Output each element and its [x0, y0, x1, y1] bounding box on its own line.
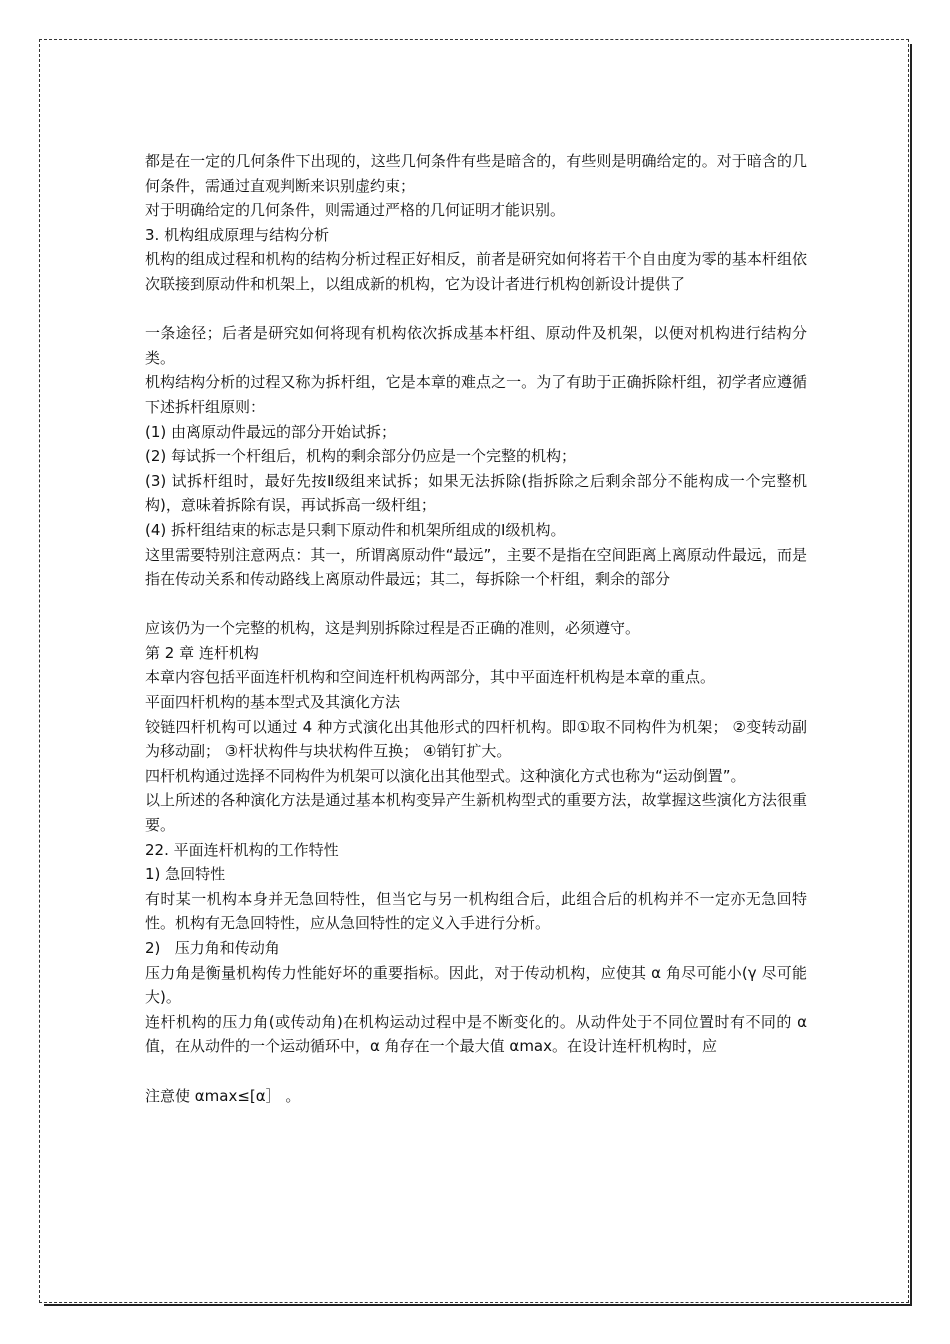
paragraph: 对于明确给定的几何条件，则需通过严格的几何证明才能识别。 [145, 201, 566, 220]
section-heading: 平面四杆机构的基本型式及其演化方法 [145, 693, 401, 712]
paragraph: 机构结构分析的过程又称为拆杆组，它是本章的难点之一。为了有助于正确拆除杆组，初学者应遵循下述拆杆组原则： [145, 373, 807, 416]
paragraph: 这里需要特别注意两点：其一，所谓离原动件“最远”，主要不是指在空间距离上离原动件最远，而是指在传动关系和传动路线上离原动件最远；其二，每拆除一个杆组，剩余的部分 [145, 545, 807, 589]
subsection-heading: 1) 急回特性 [145, 865, 226, 884]
paragraph: 四杆机构通过选择不同构件为机架可以演化出其他型式。这种演化方式也称为“运动倒置”。 [145, 766, 746, 785]
paragraph: 注意使 αmax≤[α］ 。 [145, 1086, 301, 1105]
blank-line [145, 1059, 807, 1084]
list-item: (1) 由离原动件最远的部分开始试拆； [145, 422, 397, 441]
list-item: (2) 每试拆一个杆组后，机构的剩余部分仍应是一个完整的机构； [145, 447, 577, 466]
chapter-heading: 第 2 章 连杆机构 [145, 643, 259, 662]
paragraph: 都是在一定的几何条件下出现的，这些几何条件有些是暗含的，有些则是明确给定的。对于暗含的几何条件，需通过直观判断来识别虚约束； [145, 152, 807, 195]
paragraph: 机构的组成过程和机构的结构分析过程正好相反，前者是研究如何将若干个自由度为零的基本杆组依次联接到原动件和机架上，以组成新的机构，它为设计者进行机构创新设计提供了 [145, 250, 807, 293]
section-heading: 22. 平面连杆机构的工作特性 [145, 840, 339, 859]
paragraph: 一条途径；后者是研究如何将现有机构依次拆成基本杆组、原动件及机架，以便对机构进行结构分类。 [145, 324, 807, 367]
paragraph: 铰链四杆机构可以通过 4 种方式演化出其他形式的四杆机构。即①取不同构件为机架； ②变转动副为移动副； ③杆状构件与块状构件互换； ④销钉扩大。 [145, 717, 807, 761]
document-body [145, 149, 812, 1108]
blank-line [145, 592, 807, 617]
list-item: (4) 拆杆组结束的标志是只剩下原动件和机架所组成的Ⅰ级机构。 [145, 520, 566, 539]
paragraph: 有时某一机构本身并无急回特性，但当它与另一机构组合后，此组合后的机构并不一定亦无急回特性。机构有无急回特性，应从急回特性的定义入手进行分析。 [145, 889, 807, 933]
paragraph: 连杆机构的压力角(或传动角)在机构运动过程中是不断变化的。从动件处于不同位置时有不同的 α 值，在从动件的一个运动循环中，α 角存在一个最大值 αmax。在设计连杆机构时，应 [145, 1012, 812, 1056]
list-item: (3) 试拆杆组时，最好先按Ⅱ级组来试拆；如果无法拆除(指拆除之后剩余部分不能构成一个完整机构)，意味着拆除有误，再试拆高一级杆组； [145, 471, 807, 515]
subsection-heading: 2) 压力角和传动角 [145, 939, 280, 957]
paragraph: 应该仍为一个完整的机构，这是判别拆除过程是否正确的准则，必须遵守。 [145, 619, 641, 638]
blank-line [145, 297, 807, 322]
section-heading: 3. 机构组成原理与结构分析 [145, 225, 330, 244]
paragraph: 以上所述的各种演化方法是通过基本机构变异产生新机构型式的重要方法，故掌握这些演化方法很重要。 [145, 791, 807, 835]
paragraph: 压力角是衡量机构传力性能好坏的重要指标。因此，对于传动机构，应使其 α 角尽可能小(γ 尽可能大)。 [145, 963, 807, 1007]
paragraph: 本章内容包括平面连杆机构和空间连杆机构两部分，其中平面连杆机构是本章的重点。 [145, 668, 716, 687]
